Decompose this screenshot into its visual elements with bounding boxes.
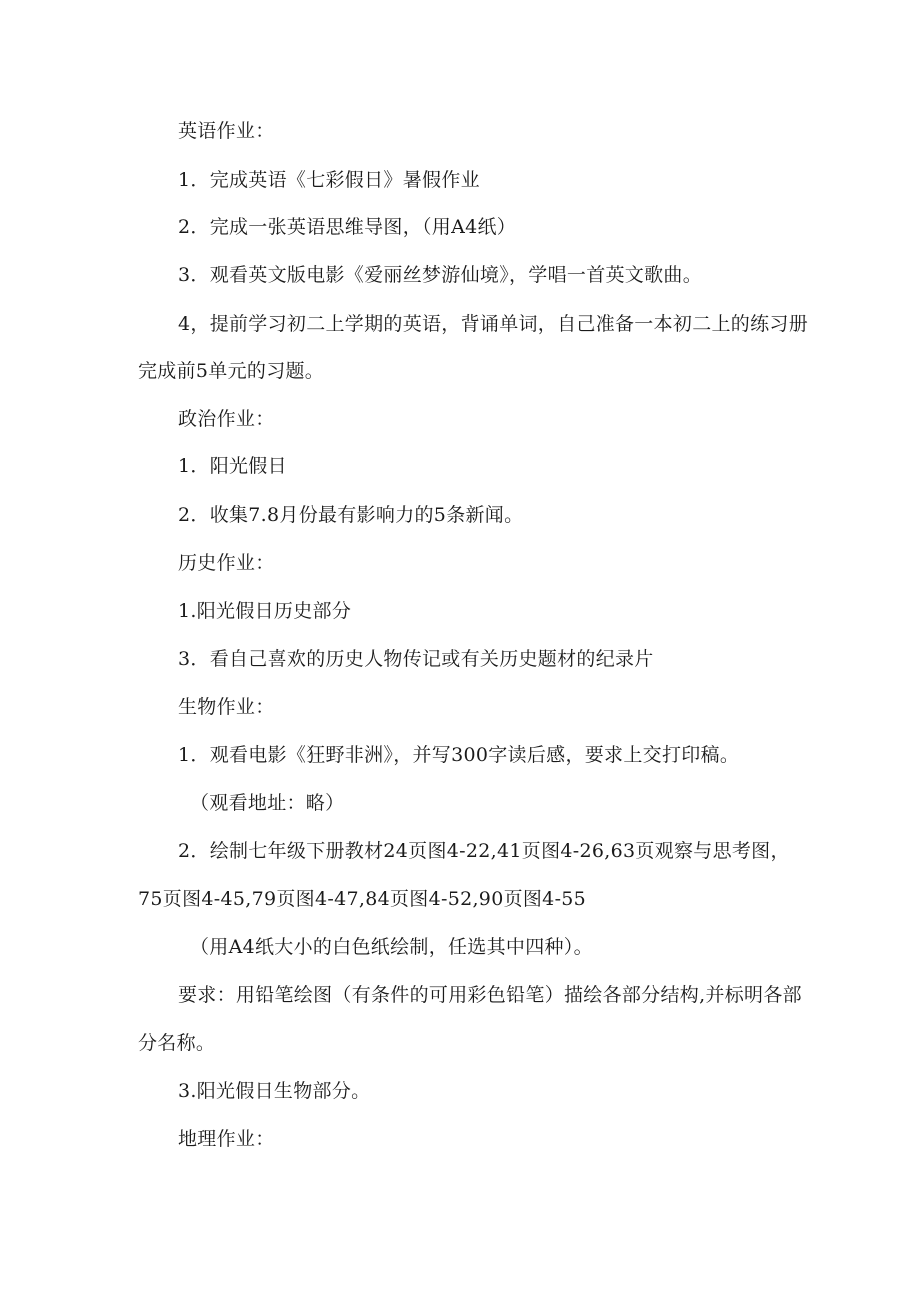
english-item-1: 1．完成英语《七彩假日》暑假作业 <box>178 169 480 191</box>
biology-item-2: 2．绘制七年级下册教材24页图4-22,41页图4-26,63页观察与思考图， <box>178 840 790 862</box>
heading-history-homework: 历史作业： <box>178 552 275 574</box>
history-item-3: 3．看自己喜欢的历史人物传记或有关历史题材的纪录片 <box>178 648 654 670</box>
biology-requirement: 要求：用铅笔绘图（有条件的可用彩色铅笔）描绘各部分结构,并标明各部 <box>178 984 802 1006</box>
biology-item-2-continued: 75页图4-45,79页图4-47,84页图4-52,90页图4-55 <box>138 888 587 910</box>
biology-item-2-note: （用A4纸大小的白色纸绘制，任选其中四种）。 <box>190 936 593 958</box>
biology-item-1: 1．观看电影《狂野非洲》，并写300字读后感，要求上交打印稿。 <box>178 744 740 766</box>
heading-english-homework: 英语作业： <box>178 120 275 142</box>
biology-item-3: 3.阳光假日生物部分。 <box>178 1080 371 1102</box>
english-item-2: 2．完成一张英语思维导图，（用A4纸） <box>178 216 517 238</box>
heading-biology-homework: 生物作业： <box>178 696 275 718</box>
english-item-4: 4，提前学习初二上学期的英语，背诵单词，自己准备一本初二上的练习册 <box>178 313 808 335</box>
history-item-1: 1.阳光假日历史部分 <box>178 600 352 622</box>
english-item-4-continued: 完成前5单元的习题。 <box>138 360 325 382</box>
heading-geography-homework: 地理作业： <box>178 1128 275 1150</box>
biology-item-1-note: （观看地址：略） <box>190 792 345 814</box>
politics-item-1: 1．阳光假日 <box>178 455 287 477</box>
heading-politics-homework: 政治作业： <box>178 408 275 430</box>
english-item-3: 3．观看英文版电影《爱丽丝梦游仙境》，学唱一首英文歌曲。 <box>178 264 702 286</box>
biology-requirement-continued: 分名称。 <box>138 1032 216 1054</box>
politics-item-2: 2．收集7.8月份最有影响力的5条新闻。 <box>178 504 524 526</box>
